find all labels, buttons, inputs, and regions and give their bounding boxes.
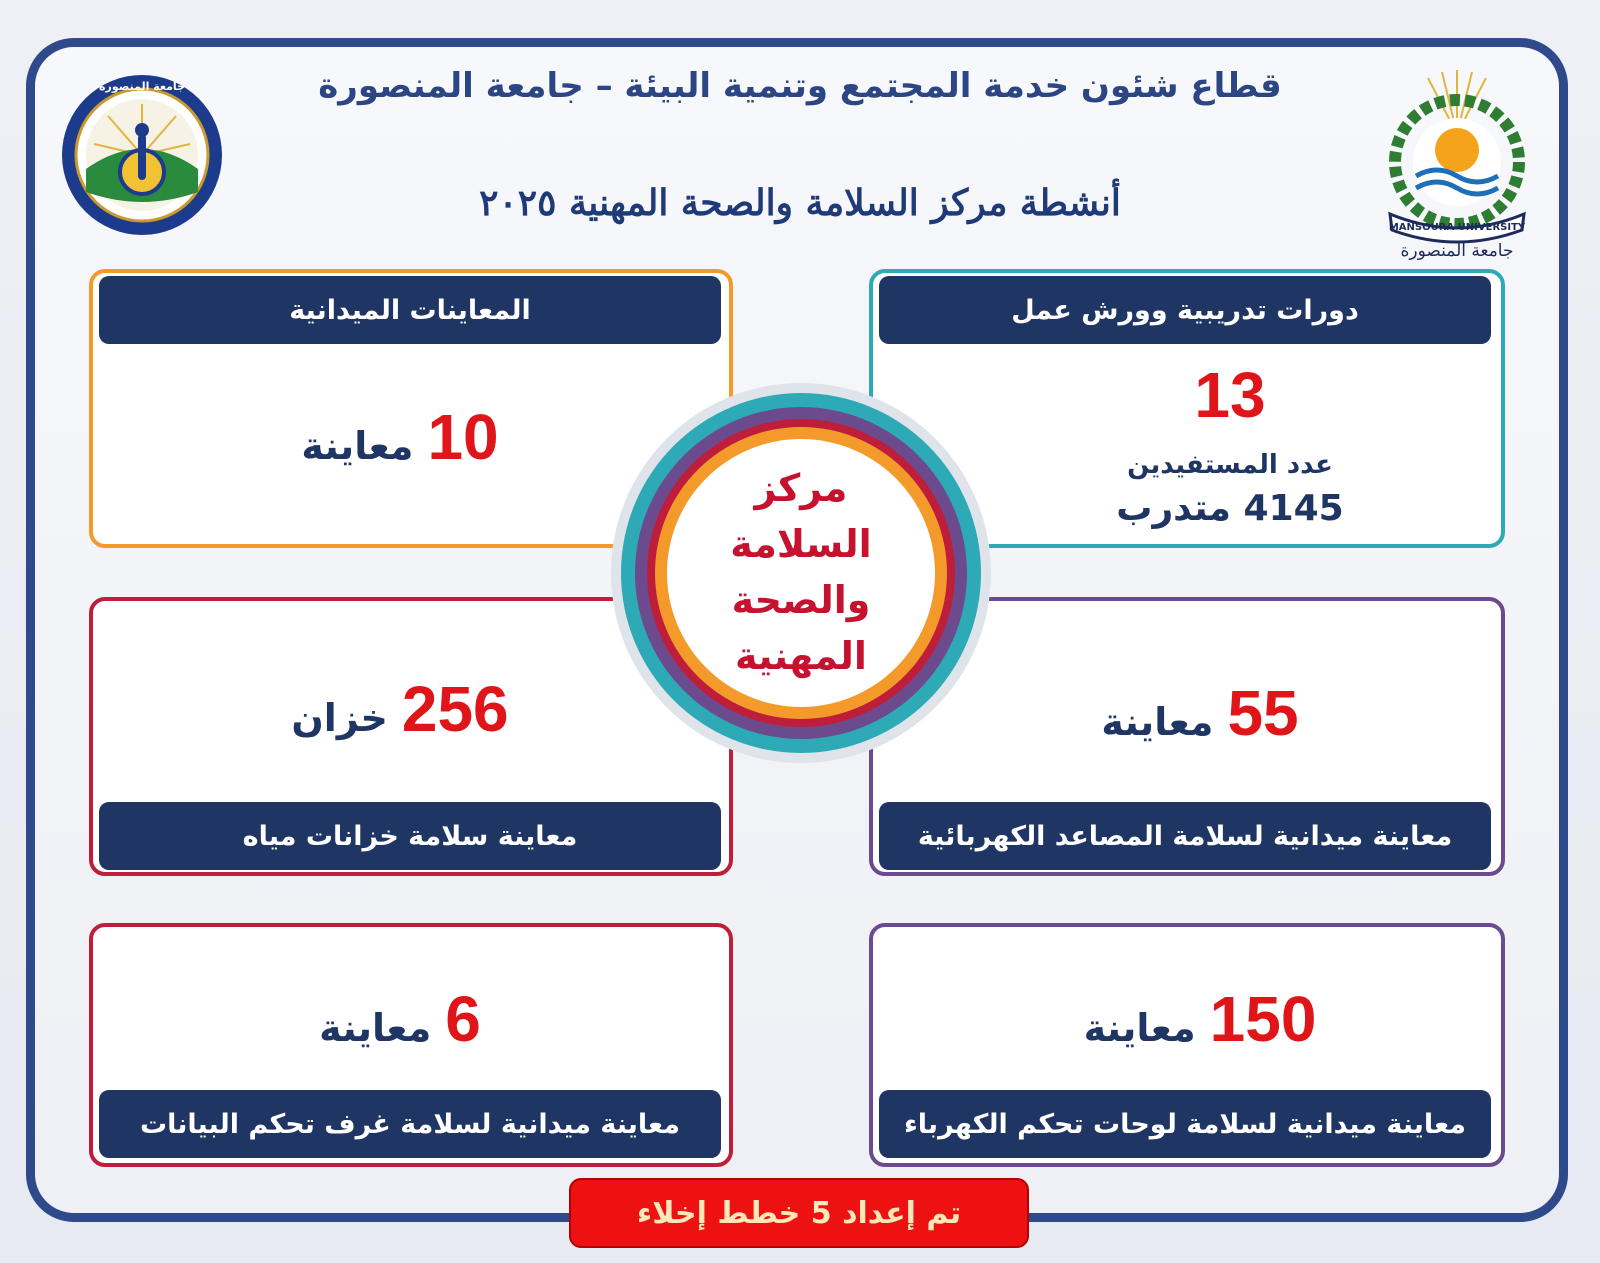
beneficiaries-label: عدد المستفيدين (1127, 450, 1333, 480)
field-inspections-unit: معاينة (301, 424, 414, 468)
elevators-value: 55 (1227, 677, 1299, 749)
water-tanks-stat (200, 672, 600, 746)
page-title: قطاع شئون خدمة المجتمع وتنمية البيئة – جامعة المنصورة (318, 66, 1282, 106)
beneficiaries-value: 4145 (1243, 488, 1344, 529)
beneficiaries-value-row (1060, 488, 1400, 529)
electrical-panels-value: 150 (1209, 983, 1317, 1055)
water-tanks-banner: معاينة سلامة خزانات مياه (99, 802, 721, 870)
right-logo-english-text: MANSOURA UNIVERSITY (1388, 222, 1526, 233)
center-line-2: السلامة (730, 522, 872, 566)
center-line-4: المهنية (735, 634, 867, 678)
elevators-unit: معاينة (1101, 700, 1214, 744)
data-rooms-banner: معاينة ميدانية لسلامة غرف تحكم البيانات (99, 1090, 721, 1158)
training-count (1060, 358, 1400, 432)
data-rooms-stat (200, 982, 600, 1056)
field-inspections-stat (200, 400, 600, 474)
electrical-panels-banner: معاينة ميدانية لسلامة لوحات تحكم الكهرباء (879, 1090, 1491, 1158)
beneficiaries-unit: متدرب (1116, 488, 1231, 529)
mansoura-university-logo (1372, 64, 1542, 262)
data-rooms-unit: معاينة (319, 1006, 432, 1050)
center-title (660, 462, 942, 682)
water-tanks-unit: خزان (291, 696, 388, 740)
electrical-panels-stat (990, 982, 1410, 1056)
elevators-stat (990, 676, 1410, 750)
left-logo-top-text: جامعة المنصورة (99, 80, 185, 93)
center-line-3: والصحة (731, 578, 871, 622)
water-tanks-value: 256 (401, 673, 509, 745)
center-line-1: مركز (754, 466, 848, 510)
electrical-panels-unit: معاينة (1083, 1006, 1196, 1050)
data-rooms-value: 6 (445, 983, 481, 1055)
elevators-banner: معاينة ميدانية لسلامة المصاعد الكهربائية (879, 802, 1491, 870)
training-value: 13 (1194, 359, 1266, 431)
field-inspections-value: 10 (427, 401, 499, 473)
community-service-sector-logo (56, 74, 228, 236)
field-inspections-banner: المعاينات الميدانية (99, 276, 721, 344)
training-banner: دورات تدريبية وورش عمل (879, 276, 1491, 344)
page-subtitle: أنشطة مركز السلامة والصحة المهنية ٢٠٢٥ (479, 182, 1121, 224)
evacuation-plans-badge: تم إعداد 5 خطط إخلاء (569, 1178, 1029, 1248)
right-logo-arabic-text: جامعة المنصورة (1400, 241, 1514, 261)
